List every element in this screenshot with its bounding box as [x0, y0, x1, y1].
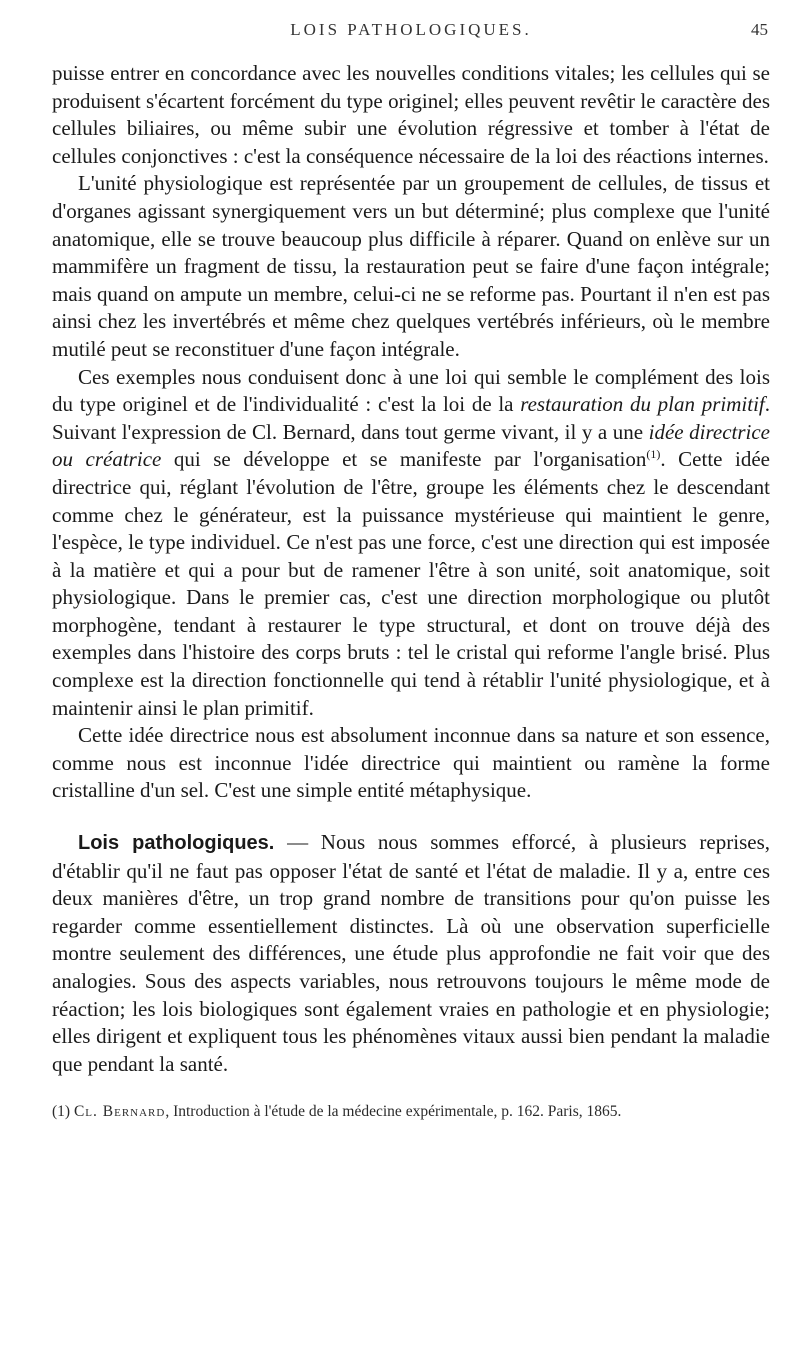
footnote-marker: (1): [52, 1103, 71, 1121]
paragraph-3: [52, 364, 770, 723]
emphasis-idee-directrice: idée directrice ou créatrice: [52, 419, 770, 472]
page-number: 45: [751, 20, 768, 39]
emphasis-restauration: restauration du plan primitif: [520, 392, 765, 417]
running-title: LOIS PATHOLOGIQUES.: [290, 20, 532, 39]
paragraph-2: L'unité physiologique est représentée par un groupement de cellules, de tissus et d'organes agissant synergiquement vers un but déterminé; plus complexe que l'unité anatomique, elle se trouve beaucoup plus difficile à réparer. Quand on enlève sur un mammifère un fragment de tissu, la restauration peut se faire d'une façon intégrale; mais quand on ampute un membre, celui-ci ne se reforme pas. Pourtant il n'en est pas ainsi chez les invertébrés et même chez quelques vertébrés inférieurs, où le membre mutilé peut se reconstituer d'une façon intégrale.: [52, 171, 770, 361]
section-paragraph: [52, 829, 770, 1078]
paragraph-3-text-a: Ces exemples nous conduisent donc à une loi qui semble le complément des lois du type originel et de l'individualité : c'est la loi de la: [52, 364, 770, 417]
footnote-author: Cl. Bernard: [73, 1103, 166, 1121]
section-lois-pathologiques: [52, 829, 770, 1078]
paragraph-3-text-c: . Suivant l'expression de Cl. Bernard, dans tout germe vivant, il y a une: [52, 392, 770, 444]
paragraph-3-text-e: qui se développe et se manifeste par l'organisation: [161, 447, 647, 472]
footnote-reference: (1): [646, 447, 661, 462]
paragraph-1: puisse entrer en concordance avec les nouvelles conditions vitales; les cellules qui se produisent s'écartent forcément du type originel; elles peuvent revêtir le caractère des cellules biliaires, ou même subir une évolution régressive et tomber à l'état de cellules conjonctives : c'est la conséquence nécessaire de la loi des réactions internes.: [52, 61, 770, 168]
footnote-text: , Introduction à l'étude de la médecine expérimentale, p. 162. Paris, 1865.: [165, 1103, 622, 1121]
footnote: [52, 1102, 770, 1122]
paragraph-4: Cette idée directrice nous est absolument inconnue dans sa nature et son essence, comme nous est inconnue l'idée directrice qui maintient ou ramène la forme cristalline d'un sel. C'est une simple entité métaphysique.: [52, 723, 770, 803]
paragraph-3-text-f: . Cette idée directrice qui, réglant l'évolution de l'être, groupe les éléments chez le descendant comme chez le générateur, est la puissance mystérieuse qui maintient le genre, l'espèce, le type individuel. Ce n'est pas une force, c'est une direction qui est imposée à la matière et qui a pour but de ramener l'être à son unité, soit anatomique, soit physiologique. Dans le premier cas, c'est une direction morphologique ou plutôt morphogène, tendant à restaurer le type structural, et dont on trouve déjà des exemples dans l'histoire des corps bruts : tel le cristal qui reforme l'angle brisé. Plus complexe est la direction fonctionnelle qui tend à rétablir l'unité physiologique, et à maintenir ainsi le plan primitif.: [52, 447, 771, 720]
body-text: [52, 60, 770, 1078]
section-text: — Nous nous sommes efforcé, à plusieurs reprises, d'établir qu'il ne faut pas opposer l'état de santé et l'état de maladie. Il y a, entre ces deux manières d'être, un trop grand nombre de transitions pour qu'on puisse les regarder comme essentiellement distinctes. Là où une observation superficielle montre seulement des différences, une étude plus approfondie ne fait voir que des analogies. Sous des aspects variables, nous retrouvons toujours le même mode de réaction; les lois biologiques sont également vraies en pathologie et en physiologie; elles dirigent et expliquent tous les phénomènes vitaux aussi bien pendant la maladie que pendant la santé.: [52, 830, 770, 1076]
section-heading: Lois pathologiques.: [78, 832, 275, 855]
running-head: [52, 18, 770, 48]
document-page: [52, 18, 770, 1122]
